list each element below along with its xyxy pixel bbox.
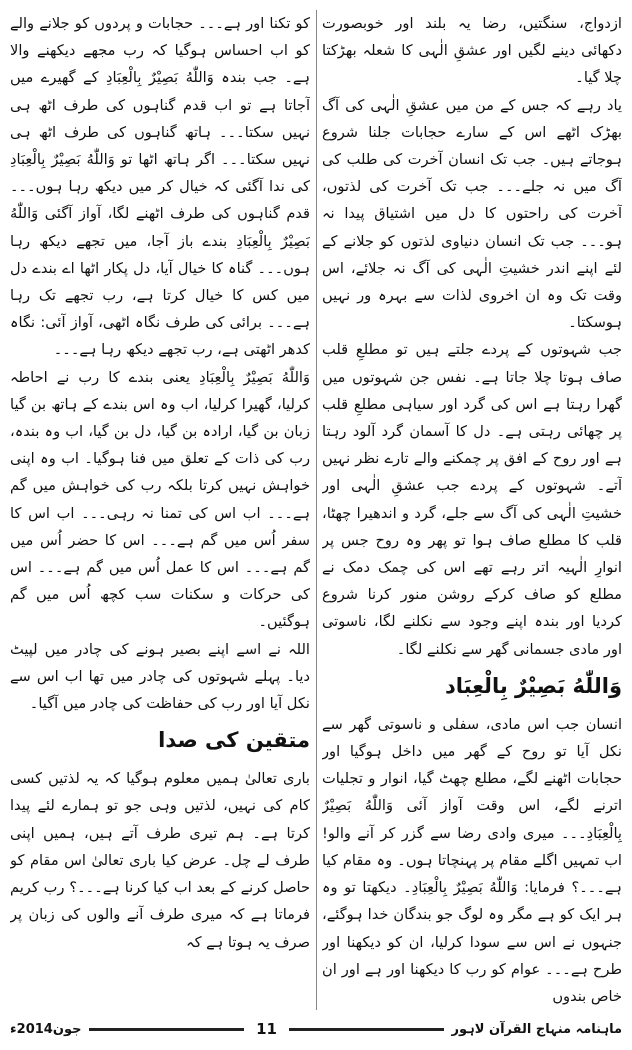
paragraph: وَاللّٰهُ بَصِیْرٌ بِالْعِبَادِ یعنی بندے کا رب نے احاطہ کرلیا، گھیرا کرلیا، اب وہ اس بندے کے ہاتھ بن گیا زبان بن گیا، ارادہ بن گیا، دل بن گیا، اب وہ بندہ، رب کی ذات کے تعلق میں فنا ہوگیا۔ اب وہ اپنی خواہش نہیں کرتا بلکہ رب کی خواہش میں گم ہے۔۔۔ اب اس کی تمنا نہ رہی۔۔۔ اب اس کا سفر اُس میں گم ہے۔۔۔ اس کا حضر اُس میں گم ہے۔۔۔ اس کا عمل اُس میں گم ہے۔۔۔ اس کی حرکات و سکنات سب کچھ اُس میں گم ہوگئیں۔	[10, 368, 310, 631]
issue-date: جون2014ء	[10, 1021, 82, 1037]
paragraph: انسان جب اس مادی، سفلی و ناسوتی گھر سے نکل آیا تو روح کے گھر میں داخل ہوگیا اور حجابات اٹھنے لگے، مطلع چھٹ گیا، انوار و تجلیات اترنے لگے، اس وقت آواز آئی وَاللّٰهُ بَصِیْرٌ بِالْعِبَادِ۔۔۔ میری وادی رضا سے گزر کر آنے والو! اب تمہیں اگلے مقام پر پہنچاتا ہوں۔ وہ مقام کیا ہے۔۔۔؟ فرمایا: وَاللّٰهُ بَصِیْرٌ بِالْعِبَادِ۔ دیکھتا تو وہ ہر ایک کو ہے مگر وہ لوگ جو بندگان خدا ہوگئے، جنہوں نے اس سے سودا کرلیا، ان کو دیکھنا اور طرح ہے۔۔۔ عوام کو رب کا دیکھنا اور ہے اور ان خاص بندوں	[322, 715, 622, 1005]
paragraph: یاد رہے کہ جس کے من میں عشقِ الٰہی کی آگ بھڑک اٹھے اس کے سارے حجابات جلنا شروع ہوجاتے ہیں۔ جب تک انسان آخرت کی طلب کی آگ میں نہ جلے۔۔۔ جب تک آخرت کی لذتوں، آخرت کی راحتوں کا دل میں اشتیاق پیدا نہ ہو۔۔۔ جب تک انسان دنیاوی لذتوں کو جلانے کے لئے اپنے اندر خشیتِ الٰہی کی آگ نہ جلائے، اس وقت تک وہ ان اخروی لذات سے بہرہ ور نہیں ہوسکتا۔	[322, 96, 622, 332]
paragraph: اللہ نے اسے اپنے بصیر ہونے کی چادر میں لپیٹ دیا۔ پہلے شہوتوں کی چادر میں تھا اب اس سے نکل آیا اور رب کی حفاظت کی چادر میں آگیا۔	[10, 640, 310, 713]
paragraph: کو تکنا اور ہے۔۔۔ حجابات و پردوں کو جلانے والے کو اب احساس ہوگیا کہ رب مجھے دیکھنے والا ہے۔ جب بندہ وَاللّٰهُ بَصِیْرٌ بِالْعِبَادِ کے گھیرے میں آجاتا ہے تو اب قدم گناہوں کی طرف اٹھ ہی نہیں سکتا۔۔۔ ہاتھ گناہوں کی طرف اٹھ ہی نہیں سکتا۔۔۔ اگر ہاتھ اٹھا تو وَاللّٰهُ بَصِیْرٌ بِالْعِبَادِ کی ندا آگئی کہ خیال کر میں دیکھ رہا ہوں۔۔۔ قدم گناہوں کی طرف اٹھنے لگا، آواز آگئی وَاللّٰهُ بَصِیْرٌ بِالْعِبَادِ بندے باز آجا، میں تجھے دیکھ رہا ہوں۔۔۔ گناہ کا خیال آیا، دل پکار اٹھا اے بندے دل میں کس کا خیال کرتا ہے، رب تجھے تک رہا ہے۔۔۔ برائی کی طرف نگاہ اٹھی، آواز آئی: نگاہ کدھر اٹھتی ہے، رب تجھے دیکھ رہا ہے۔۔۔	[10, 15, 310, 359]
column-divider	[316, 10, 317, 1010]
footer-rule	[289, 1028, 444, 1031]
paragraph: جب شہوتوں کے پردے جلتے ہیں تو مطلعِ قلب صاف ہوتا چلا جاتا ہے۔ نفس جن شہوتوں میں گھرا رہتا ہے اس کی گرد اور سیاہی مطلعِ قلب پر چھائی رہتی ہے۔ دل کا آسمان گرد آلود رہتا ہے اور روح کے افق پر چمکنے والے تارے نظر نہیں آتے۔ شہوتوں کے پردے جب عشقِ الٰہی اور خشیتِ الٰہی کی آگ سے جلے، گرد و اندھیرا چھٹا، قلب کا مطلع صاف ہوا تو پھر وہ روح جس پر انوارِ الٰہیہ اتر رہے تھے اس کی چمک دمک نے مطلع کو صاف کرکے روشن منور کرنا شروع کردیا اور بندہ اپنے وجود سے نکلنے لگا، ناسوتی اور مادی جسمانی گھر سے نکلنے لگا۔	[322, 341, 622, 658]
paragraph: باری تعالیٰ ہمیں معلوم ہوگیا کہ یہ لذتیں کسی کام کی نہیں، لذتیں وہی جو تو ہمارے لئے پیدا کرتا ہے۔ ہم تیری طرف آتے ہیں، ہمیں اپنی طرف لے چل۔ عرض کیا باری تعالیٰ اس مقام کو حاصل کرنے کے بعد اب کیا کرنا ہے۔۔۔؟ رب کریم فرماتا ہے کہ میری طرف آنے والوں کی زبان پر صرف یہ ہوتا ہے کہ	[10, 770, 310, 951]
page-number: 11	[256, 1020, 277, 1038]
paragraph: ازدواج، سنگتیں، رضا یہ بلند اور خوبصورت دکھائی دینے لگیں اور عشقِ الٰہی کا شعلہ بھڑکتا چلا گیا۔	[322, 15, 622, 87]
left-column	[10, 10, 310, 1010]
section-heading: متقین کی صدا	[158, 728, 310, 753]
magazine-name: ماہنامہ منہاج القرآن لاہور	[451, 1021, 622, 1037]
footer-rule	[89, 1028, 244, 1031]
page-footer	[10, 1016, 622, 1042]
right-column	[322, 10, 622, 1010]
section-heading: وَاللّٰهُ بَصِیْرٌ بِالْعِبَاد	[444, 673, 622, 698]
